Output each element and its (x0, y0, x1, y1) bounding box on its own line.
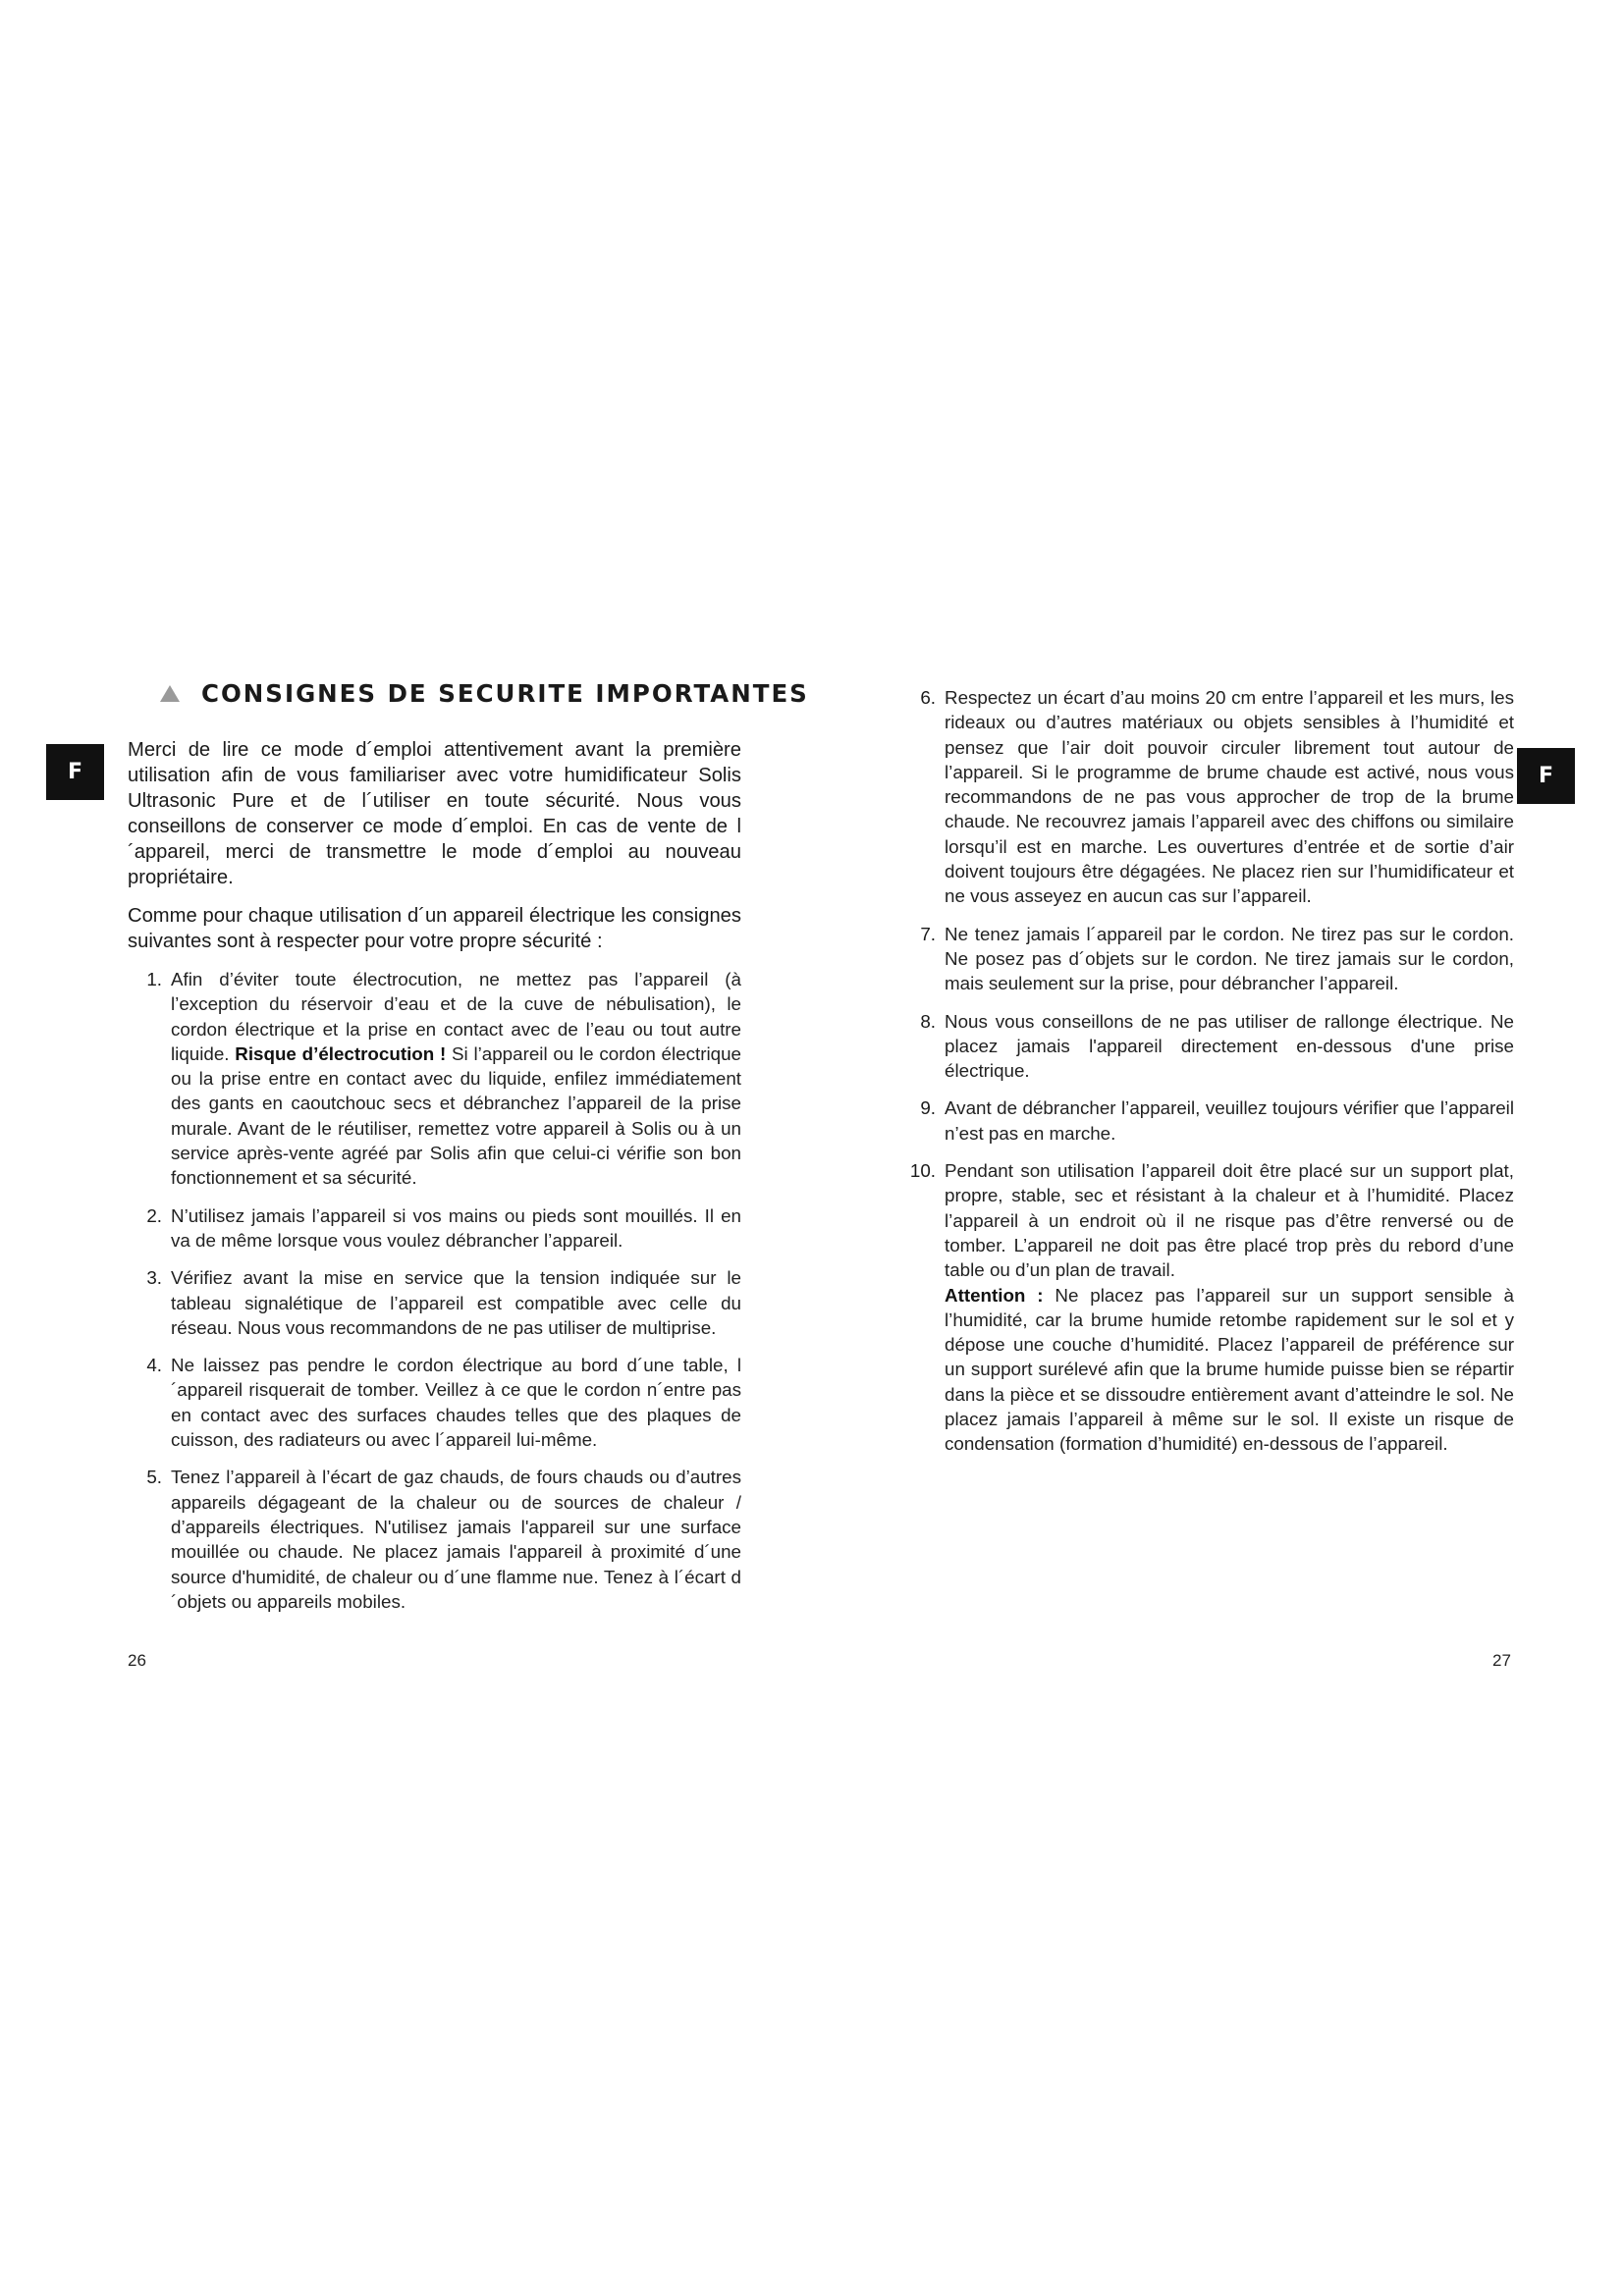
safety-list-right (895, 685, 1514, 1457)
item-text: Tenez l’appareil à l’écart de gaz chauds, de fours chauds ou d’autres appareils dégageant de la chaleur ou de sources de chaleur / d’appareils électriques. N'utilisez jamais l'appareil sur une surface mouillée ou chaude. Ne placez jamais l'appareil à proximité d´une source d'humidité, de chaleur ou d´une flamme nue. Tenez à l´écart d´objets ou appareils mobiles. (171, 1467, 741, 1612)
list-item (128, 1203, 741, 1254)
list-item (895, 1095, 1514, 1146)
intro-paragraph-2: Comme pour chaque utilisation d´un appareil électrique les consignes suivantes sont à respecter pour votre propre sécurité : (128, 905, 741, 952)
item-number: 5. (146, 1467, 162, 1488)
item-text: Ne tenez jamais l´appareil par le cordon. Ne tirez pas sur le cordon. Ne posez pas d´objets sur le cordon. Ne tirez jamais sur le cordon, mais seulement sur la prise, pour débrancher l’appareil. (945, 923, 1514, 994)
page-number-right: 27 (1492, 1651, 1511, 1670)
language-tab-left: F (46, 744, 104, 800)
item-number: 7. (920, 923, 936, 944)
item-text: Afin d’éviter toute électrocution, ne mettez pas l’appareil (à l’exception du réservoir d’eau et de la cuve de nébulisation), le cordon électrique et la prise en contact avec de l’eau ou tout autre liquide. Risque d’électrocution ! Si l’appareil ou le cordon électrique ou la prise entre en contact avec du liquide, enfilez immédiatement des gants en caoutchouc secs et débranchez l’appareil de la prise murale. Avant de le réutiliser, remettez votre appareil à Solis ou à un service après-vente agréé par Solis afin que celui-ci vérifie son bon fonctionnement et sa sécurité. (171, 969, 741, 1189)
language-tab-right: F (1517, 748, 1575, 804)
item-number: 4. (146, 1355, 162, 1376)
item-number: 8. (920, 1010, 936, 1032)
intro-paragraph-1: Merci de lire ce mode d´emploi attentivement avant la première utilisation afin de vous familiariser avec votre humidificateur Solis Ultrasonic Pure et de l´utiliser en toute sécurité. Nous vous conseillons de conserver ce mode d´emploi. En cas de vente de l´appareil, merci de transmettre le mode d´emploi au nouveau propriétaire. (128, 739, 741, 888)
list-item (128, 1465, 741, 1614)
item-bold-warning: Risque d’électrocution ! (235, 1042, 447, 1064)
list-item (128, 967, 741, 1191)
item-number: 3. (146, 1267, 162, 1289)
item-text: Ne laissez pas pendre le cordon électrique au bord d´une table, l´appareil risquerait de tomber. Veillez à ce que le cordon n´entre pas en contact avec des surfaces chaudes telles que des plaques de cuisson, des radiateurs ou avec l´appareil lui-même. (171, 1355, 741, 1451)
list-item (895, 1158, 1514, 1457)
list-item (128, 1265, 741, 1340)
safety-list-left (128, 967, 741, 1614)
item-number: 2. (146, 1204, 162, 1226)
item-text: Pendant son utilisation l’appareil doit être placé sur un support plat, propre, stable, sec et résistant à la chaleur et à l’humidité. Placez l’appareil à un endroit où il ne risque pas d’être renversé ou de tomber. L’appareil ne doit pas être placé trop près du rebord d’une table ou d’un plan de travail. Attention : Ne placez pas l’appareil sur un support sensible à l’humidité, car la brume humide retombe rapidement sur le sol et y dépose une couche d’humidité. Placez l’appareil de préférence sur un support surélevé afin que la brume humide puisse bien se répartir dans la pièce et se dissoudre entièrement avant d’atteindre le sol. Ne placez jamais l’appareil à même sur le sol. Il existe un risque de condensation (formation d’humidité) en-dessous de l’appareil. (945, 1160, 1514, 1455)
list-item (895, 1009, 1514, 1084)
item-bold-warning: Attention : (945, 1284, 1044, 1306)
item-text: N’utilisez jamais l’appareil si vos mains ou pieds sont mouillés. Il en va de même lorsque vous voulez débrancher l’appareil. (171, 1204, 741, 1251)
item-text: Nous vous conseillons de ne pas utiliser de rallonge électrique. Ne placez jamais l'appareil directement en-dessous d'une prise électrique. (945, 1010, 1514, 1082)
list-item (128, 1353, 741, 1452)
left-page-column (128, 679, 809, 1627)
item-text: Respectez un écart d’au moins 20 cm entre l’appareil et les murs, les rideaux ou d’autres matériaux ou objets sensibles à l’humidité et pensez que l’air doit pouvoir circuler librement tout autour de l’appareil. Si le programme de brume chaude est activé, nous vous recommandons de ne pas vous approcher de trop de la brume chaude. Ne recouvrez jamais l’appareil avec des chiffons ou similaire lorsqu’il est en marche. Les ouvertures d’entrée et de sortie d’air doivent toujours être dégagées. Ne placez rien sur l’humidificateur et ne vous asseyez en aucun cas sur l’appareil. (945, 687, 1514, 907)
page-number-left: 26 (128, 1651, 146, 1670)
right-page-column (895, 679, 1514, 1469)
item-number: 1. (146, 969, 162, 989)
item-number: 9. (920, 1097, 936, 1119)
list-item (895, 685, 1514, 909)
list-item (895, 922, 1514, 996)
warning-triangle-icon (160, 685, 180, 702)
heading-title: CONSIGNES DE SECURITE IMPORTANTES (201, 679, 809, 708)
item-number: 10. (909, 1160, 936, 1182)
section-heading (128, 679, 809, 708)
item-text: Avant de débrancher l’appareil, veuillez toujours vérifier que l’appareil n’est pas en marche. (945, 1097, 1514, 1144)
item-text: Vérifiez avant la mise en service que la tension indiquée sur le tableau signalétique de l’appareil est compatible avec celle du réseau. Nous vous recommandons de ne pas utiliser de multiprise. (171, 1267, 741, 1338)
item-number: 6. (920, 687, 936, 708)
